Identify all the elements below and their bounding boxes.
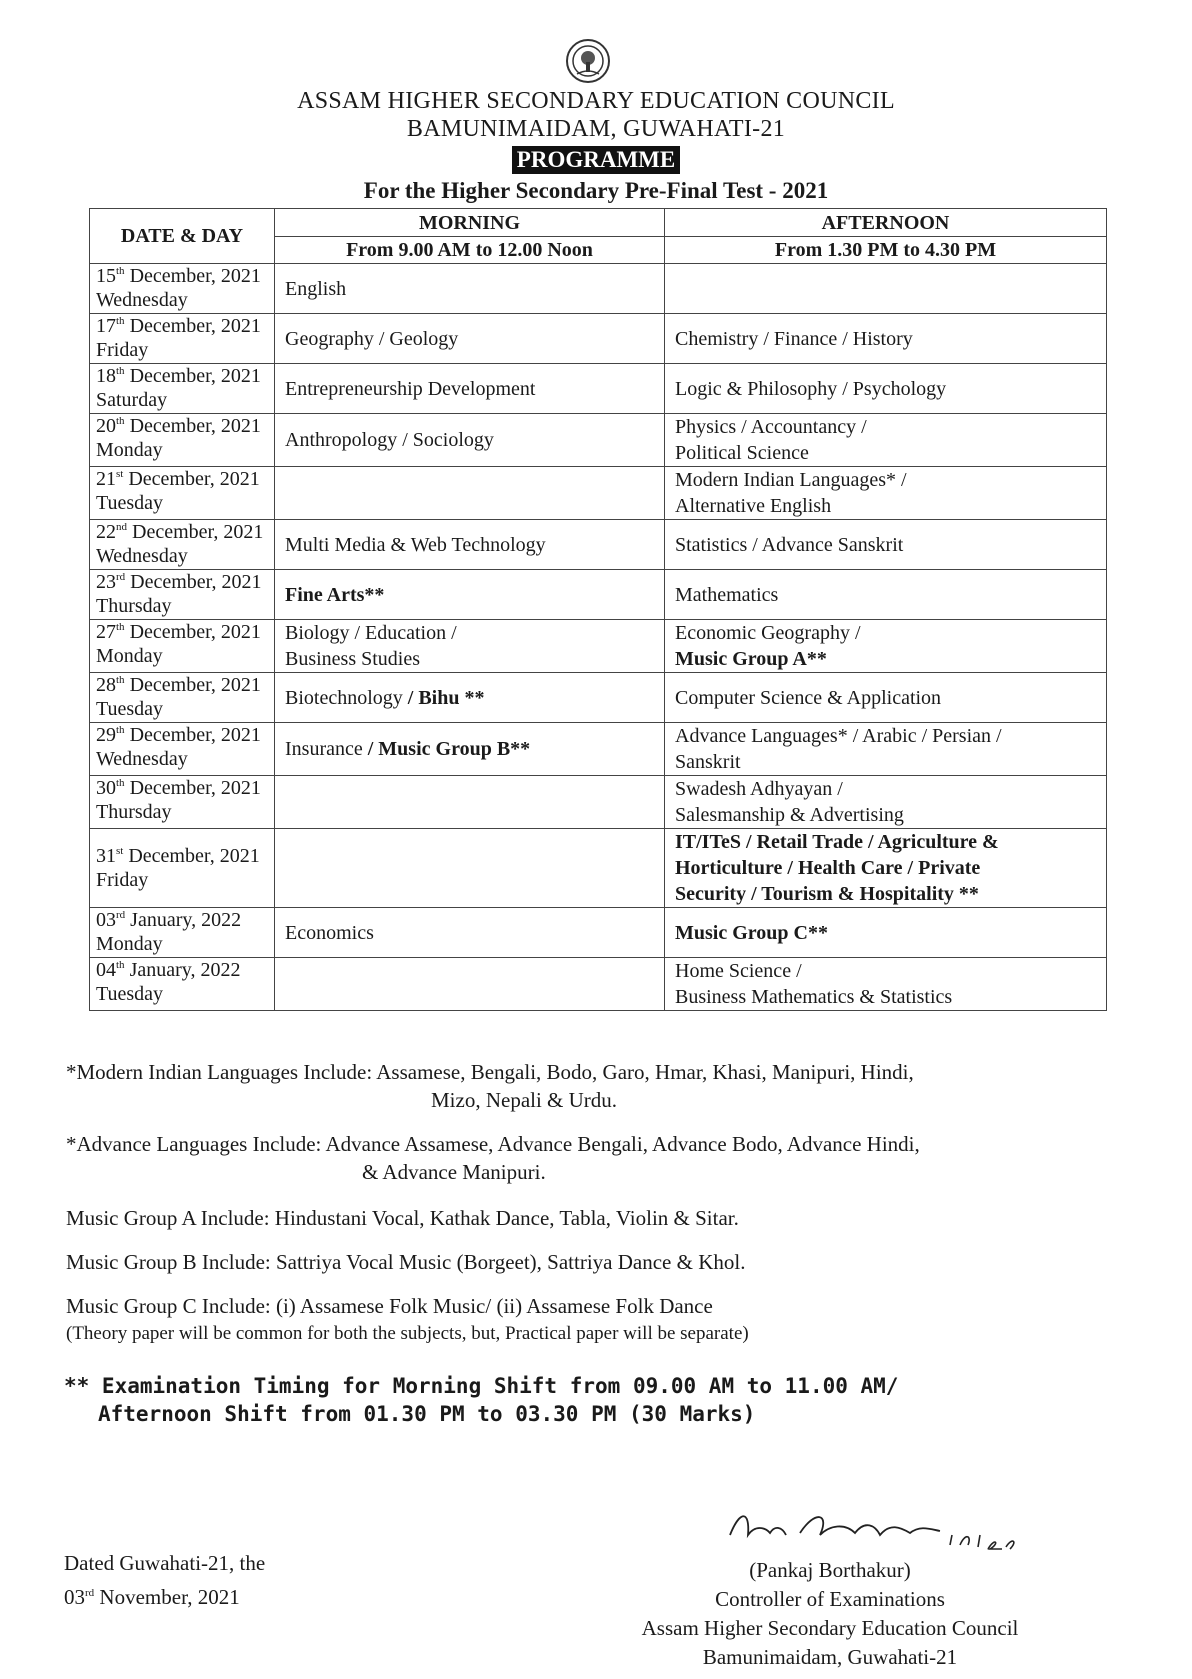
afternoon-subject: Computer Science & Application xyxy=(665,673,1107,723)
date-cell: 22nd December, 2021 Wednesday xyxy=(90,520,275,570)
date-cell: 20th December, 2021 Monday xyxy=(90,414,275,467)
afternoon-subject: Home Science / Business Mathematics & Statistics xyxy=(665,958,1107,1011)
exam-timing-note: ** Examination Timing for Morning Shift from 09.00 AM to 11.00 AM/ Afternoon Shift from 01.30 PM to 03.30 PM (30 Marks) xyxy=(64,1374,899,1426)
date-cell: 18th December, 2021 Saturday xyxy=(90,364,275,414)
afternoon-subject: Logic & Philosophy / Psychology xyxy=(665,364,1107,414)
date-cell: 27th December, 2021 Monday xyxy=(90,620,275,673)
table-row xyxy=(90,520,1107,570)
afternoon-subject: Statistics / Advance Sanskrit xyxy=(665,520,1107,570)
note-music-group-b: Music Group B Include: Sattriya Vocal Music (Borgeet), Sattriya Dance & Khol. xyxy=(66,1250,746,1274)
signatory-office: Assam Higher Secondary Education Council xyxy=(641,1616,1019,1640)
programme-heading-wrap xyxy=(0,146,1192,174)
afternoon-subject: IT/ITeS / Retail Trade / Agriculture & Horticulture / Health Care / Private Security / Tourism & Hospitality ** xyxy=(665,829,1107,908)
date-cell: 30th December, 2021 Thursday xyxy=(90,776,275,829)
council-seal-emblem xyxy=(565,38,611,84)
council-address: BAMUNIMAIDAM, GUWAHATI-21 xyxy=(406,116,786,142)
afternoon-subject: Economic Geography / Music Group A** xyxy=(665,620,1107,673)
table-row xyxy=(90,829,1107,908)
note-modern-indian-languages: *Modern Indian Languages Include: Assamese, Bengali, Bodo, Garo, Hmar, Khasi, Manipuri, Hindi, Mizo, Nepali & Urdu. xyxy=(66,1060,914,1112)
morning-subject: Fine Arts** xyxy=(275,570,665,620)
afternoon-subject: Mathematics xyxy=(665,570,1107,620)
morning-header: MORNING xyxy=(275,209,665,237)
exam-schedule-table xyxy=(89,208,1107,1011)
afternoon-subject xyxy=(665,264,1107,314)
date-cell: 17th December, 2021 Friday xyxy=(90,314,275,364)
signatory-name: (Pankaj Borthakur) xyxy=(749,1558,911,1582)
morning-subject: English xyxy=(275,264,665,314)
council-name: ASSAM HIGHER SECONDARY EDUCATION COUNCIL xyxy=(297,88,895,114)
date-cell: 04th January, 2022 Tuesday xyxy=(90,958,275,1011)
signatory-block xyxy=(600,1556,1060,1672)
date-cell: 15th December, 2021 Wednesday xyxy=(90,264,275,314)
afternoon-subject: Physics / Accountancy / Political Science xyxy=(665,414,1107,467)
handwritten-signature xyxy=(720,1505,1040,1555)
date-cell: 23rd December, 2021 Thursday xyxy=(90,570,275,620)
morning-subject: Economics xyxy=(275,908,665,958)
table-row xyxy=(90,958,1107,1011)
morning-subject: Biology / Education / Business Studies xyxy=(275,620,665,673)
afternoon-subject: Swadesh Adhyayan / Salesmanship & Advertising xyxy=(665,776,1107,829)
document-subtitle: For the Higher Secondary Pre-Final Test - 2021 xyxy=(363,178,829,203)
table-row xyxy=(90,620,1107,673)
signatory-designation: Controller of Examinations xyxy=(715,1587,945,1611)
table-row xyxy=(90,364,1107,414)
table-row xyxy=(90,776,1107,829)
afternoon-subject: Chemistry / Finance / History xyxy=(665,314,1107,364)
morning-subject: Geography / Geology xyxy=(275,314,665,364)
morning-subject: Biotechnology / Bihu ** xyxy=(275,673,665,723)
date-cell: 21st December, 2021 Tuesday xyxy=(90,467,275,520)
morning-subject xyxy=(275,829,665,908)
programme-heading: PROGRAMME xyxy=(512,146,680,174)
note-advance-languages: *Advance Languages Include: Advance Assamese, Advance Bengali, Advance Bodo, Advance Hindi, & Advance Manipuri. xyxy=(66,1132,920,1184)
date-cell: 28th December, 2021 Tuesday xyxy=(90,673,275,723)
note-music-group-c: Music Group C Include: (i) Assamese Folk Music/ (ii) Assamese Folk Dance (Theory paper will be common for both the subjects, but, Practical paper will be separate) xyxy=(66,1294,749,1344)
table-row xyxy=(90,673,1107,723)
morning-subject: Multi Media & Web Technology xyxy=(275,520,665,570)
signatory-address: Bamunimaidam, Guwahati-21 xyxy=(702,1645,958,1669)
table-header-row xyxy=(90,209,1107,237)
afternoon-time: From 1.30 PM to 4.30 PM xyxy=(665,237,1107,264)
table-row xyxy=(90,314,1107,364)
note-music-group-a: Music Group A Include: Hindustani Vocal, Kathak Dance, Tabla, Violin & Sitar. xyxy=(66,1206,739,1230)
afternoon-header: AFTERNOON xyxy=(665,209,1107,237)
morning-time: From 9.00 AM to 12.00 Noon xyxy=(275,237,665,264)
table-row xyxy=(90,467,1107,520)
afternoon-subject: Music Group C** xyxy=(665,908,1107,958)
morning-subject xyxy=(275,776,665,829)
morning-subject: Anthropology / Sociology xyxy=(275,414,665,467)
table-row xyxy=(90,723,1107,776)
morning-subject: Entrepreneurship Development xyxy=(275,364,665,414)
dated-place: Dated Guwahati-21, the 03rd November, 2021 xyxy=(64,1551,266,1609)
table-row xyxy=(90,414,1107,467)
date-cell: 31st December, 2021 Friday xyxy=(90,829,275,908)
table-row xyxy=(90,264,1107,314)
date-cell: 03rd January, 2022 Monday xyxy=(90,908,275,958)
afternoon-subject: Advance Languages* / Arabic / Persian / Sanskrit xyxy=(665,723,1107,776)
table-row xyxy=(90,570,1107,620)
afternoon-subject: Modern Indian Languages* / Alternative English xyxy=(665,467,1107,520)
table-row xyxy=(90,908,1107,958)
morning-subject xyxy=(275,958,665,1011)
date-day-header: DATE & DAY xyxy=(90,209,275,264)
morning-subject: Insurance / Music Group B** xyxy=(275,723,665,776)
date-cell: 29th December, 2021 Wednesday xyxy=(90,723,275,776)
morning-subject xyxy=(275,467,665,520)
